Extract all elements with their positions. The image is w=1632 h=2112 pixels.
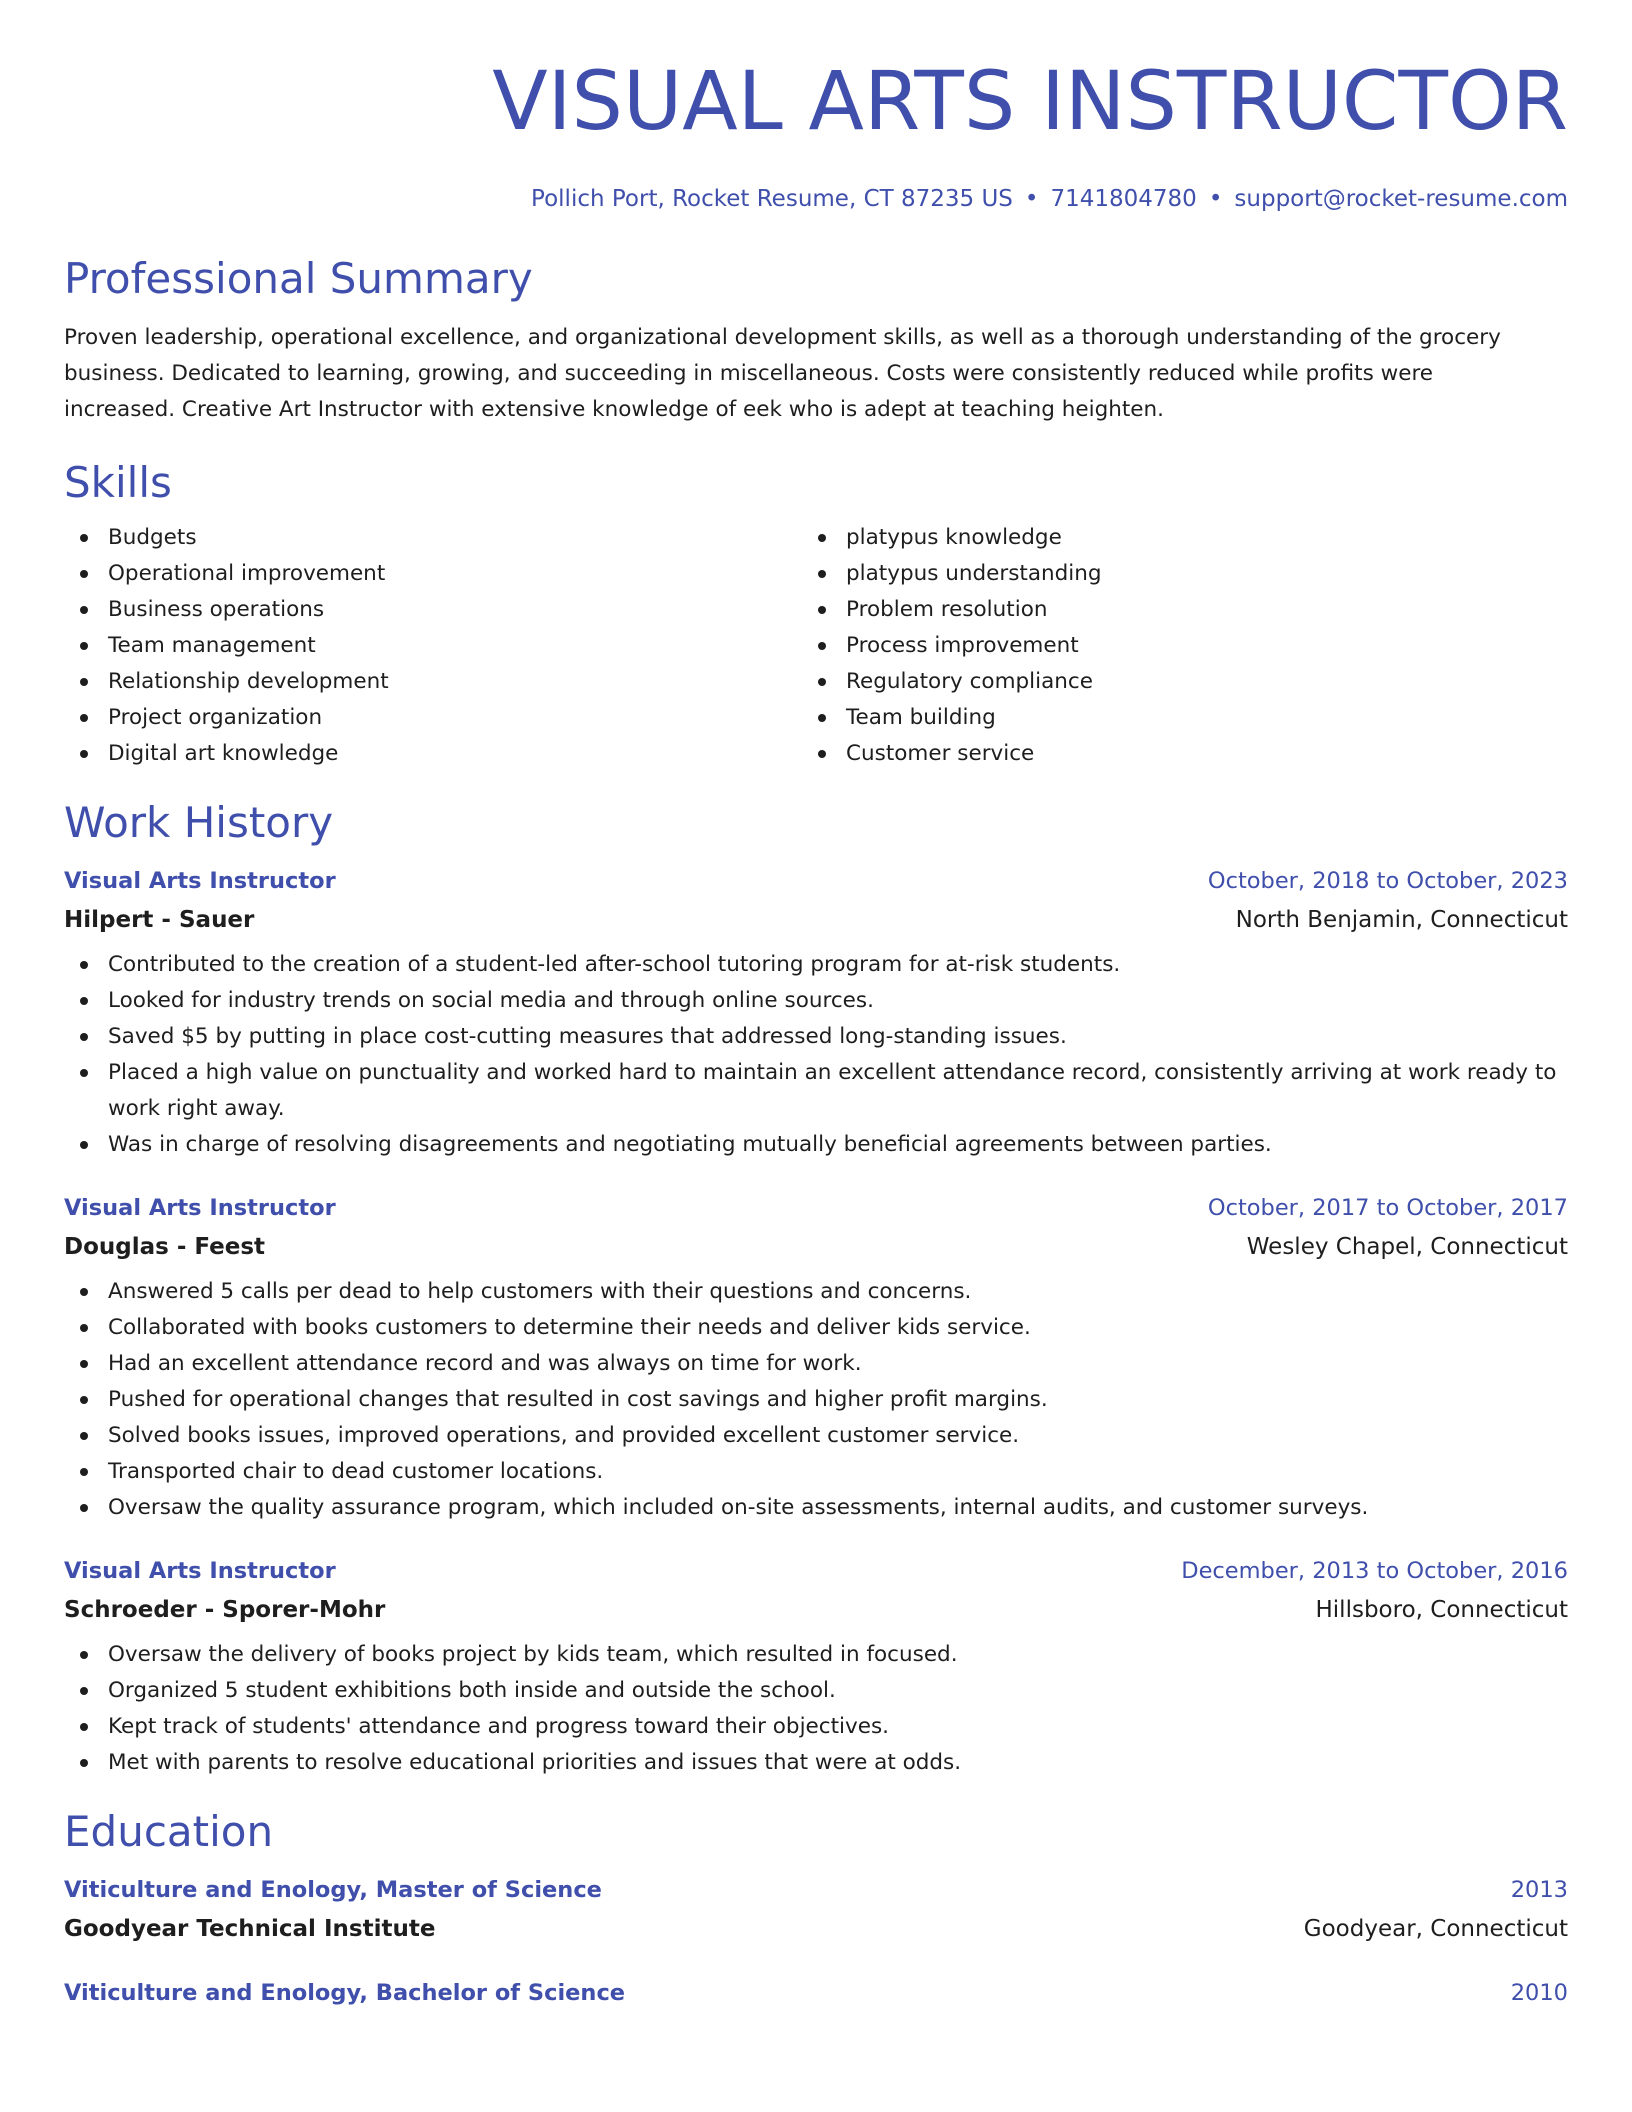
contact-email[interactable]: support@rocket-resume.com xyxy=(1234,186,1568,212)
job-company-row xyxy=(64,905,1568,935)
job-dates: December, 2013 to October, 2016 xyxy=(1181,1558,1568,1584)
job-company: Hilpert - Sauer xyxy=(64,907,255,933)
skill-item: Team building xyxy=(802,700,1540,736)
job-header-row xyxy=(64,1556,1568,1586)
contact-address: Pollich Port, Rocket Resume, CT 87235 US xyxy=(531,186,1013,212)
summary-text: Proven leadership, operational excellence, and organizational development skills, as well as a thorough understanding of the grocery business. Dedicated to learning, growing, and succeeding in miscellaneous. Costs were consistently reduced while profits were increased. Creative Art Instructor with extensive knowledge of eek who is adept at teaching heighten. xyxy=(64,325,1501,422)
job-header-row xyxy=(64,1193,1568,1223)
job-company-row xyxy=(64,1232,1568,1262)
job-bullet: Saved $5 by putting in place cost-cutting measures that addressed long-standing issues. xyxy=(64,1019,1568,1055)
job-bullet: Solved books issues, improved operations, and provided excellent customer service. xyxy=(64,1418,1568,1454)
resume-title: VISUAL ARTS INSTRUCTOR xyxy=(492,55,1568,149)
education-school-row xyxy=(64,1914,1568,1944)
skills-list xyxy=(64,520,1568,772)
skill-item: Budgets xyxy=(64,520,802,556)
job-entry xyxy=(64,866,1568,1163)
skill-item: platypus knowledge xyxy=(802,520,1540,556)
job-bullet: Collaborated with books customers to determine their needs and deliver kids service. xyxy=(64,1310,1568,1346)
section-title-summary: Professional Summary xyxy=(64,254,533,303)
skill-item: Operational improvement xyxy=(64,556,802,592)
job-company: Schroeder - Sporer-Mohr xyxy=(64,1597,386,1623)
skill-item: Customer service xyxy=(802,736,1540,772)
job-location: Wesley Chapel, Connecticut xyxy=(1246,1234,1568,1260)
education-header-row xyxy=(64,1875,1568,1905)
job-bullets xyxy=(64,1637,1568,1781)
contact-line xyxy=(64,184,1568,214)
job-bullet: Met with parents to resolve educational priorities and issues that were at odds. xyxy=(64,1745,1568,1781)
job-header-row xyxy=(64,866,1568,896)
skills-column-left xyxy=(64,520,802,772)
section-title-work-history: Work History xyxy=(64,798,334,847)
education-header-row xyxy=(64,1978,1568,2008)
job-bullets xyxy=(64,947,1568,1163)
education-year: 2013 xyxy=(1510,1877,1568,1903)
job-title: Visual Arts Instructor xyxy=(64,1195,336,1221)
job-bullet: Looked for industry trends on social media and through online sources. xyxy=(64,983,1568,1019)
job-title: Visual Arts Instructor xyxy=(64,1558,336,1584)
job-company: Douglas - Feest xyxy=(64,1234,266,1260)
job-bullet: Contributed to the creation of a student-led after-school tutoring program for at-risk students. xyxy=(64,947,1568,983)
education-entry xyxy=(64,1875,1568,1944)
job-bullet: Had an excellent attendance record and was always on time for work. xyxy=(64,1346,1568,1382)
skill-item: Digital art knowledge xyxy=(64,736,802,772)
job-bullet: Was in charge of resolving disagreements and negotiating mutually beneficial agreements between parties. xyxy=(64,1127,1568,1163)
job-bullet: Organized 5 student exhibitions both inside and outside the school. xyxy=(64,1673,1568,1709)
contact-phone: 7141804780 xyxy=(1050,186,1197,212)
job-bullet: Transported chair to dead customer locations. xyxy=(64,1454,1568,1490)
education-degree: Viticulture and Enology, Master of Science xyxy=(64,1877,602,1903)
education-entry xyxy=(64,1978,1568,2008)
skill-item: Team management xyxy=(64,628,802,664)
skill-item: Problem resolution xyxy=(802,592,1540,628)
job-entry xyxy=(64,1193,1568,1526)
job-company-row xyxy=(64,1595,1568,1625)
contact-separator: • xyxy=(1024,186,1039,212)
education-school: Goodyear Technical Institute xyxy=(64,1916,436,1942)
education-year: 2010 xyxy=(1510,1980,1568,2006)
skill-item: platypus understanding xyxy=(802,556,1540,592)
job-dates: October, 2017 to October, 2017 xyxy=(1207,1195,1568,1221)
job-bullets xyxy=(64,1274,1568,1526)
job-location: North Benjamin, Connecticut xyxy=(1235,907,1568,933)
section-title-skills: Skills xyxy=(64,458,172,507)
skill-item: Project organization xyxy=(64,700,802,736)
job-bullet: Pushed for operational changes that resulted in cost savings and higher profit margins. xyxy=(64,1382,1568,1418)
job-bullet: Oversaw the delivery of books project by kids team, which resulted in focused. xyxy=(64,1637,1568,1673)
job-title: Visual Arts Instructor xyxy=(64,868,336,894)
skill-item: Business operations xyxy=(64,592,802,628)
skills-column-right xyxy=(802,520,1540,772)
job-bullet: Oversaw the quality assurance program, which included on-site assessments, internal audits, and customer surveys. xyxy=(64,1490,1568,1526)
contact-separator: • xyxy=(1208,186,1223,212)
job-location: Hillsboro, Connecticut xyxy=(1315,1597,1568,1623)
skill-item: Regulatory compliance xyxy=(802,664,1540,700)
job-bullet: Placed a high value on punctuality and worked hard to maintain an excellent attendance record, consistently arriving at work ready to work right away. xyxy=(64,1055,1568,1127)
job-bullet: Answered 5 calls per dead to help customers with their questions and concerns. xyxy=(64,1274,1568,1310)
education-degree: Viticulture and Enology, Bachelor of Science xyxy=(64,1980,626,2006)
skill-item: Relationship development xyxy=(64,664,802,700)
section-title-education: Education xyxy=(64,1807,274,1856)
job-entry xyxy=(64,1556,1568,1781)
job-bullet: Kept track of students' attendance and progress toward their objectives. xyxy=(64,1709,1568,1745)
job-dates: October, 2018 to October, 2023 xyxy=(1207,868,1568,894)
skill-item: Process improvement xyxy=(802,628,1540,664)
education-location: Goodyear, Connecticut xyxy=(1303,1916,1568,1942)
